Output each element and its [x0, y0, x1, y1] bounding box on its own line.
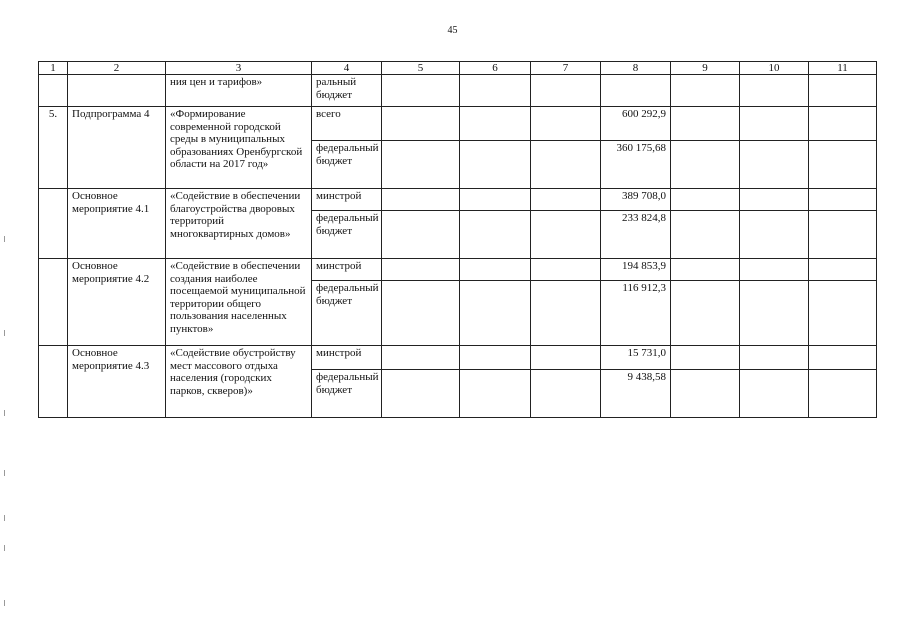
column-header-row — [39, 62, 877, 75]
row-number: 5. — [39, 107, 68, 189]
column-header: 9 — [671, 62, 740, 75]
column-header: 7 — [531, 62, 601, 75]
funding-value: 233 824,8 — [601, 211, 671, 259]
column-header: 3 — [166, 62, 312, 75]
measure-title: «Содействие в обеспечении благоустройства дворовых территорий многоквартирных домов» — [166, 189, 312, 259]
column-header: 2 — [68, 62, 166, 75]
column-header: 5 — [382, 62, 460, 75]
measure-title: «Содействие в обеспечении создания наиболее посещаемой муниципальной территории общего пользования населенных пунктов» — [166, 259, 312, 346]
funding-value: 116 912,3 — [601, 281, 671, 346]
budget-table — [38, 61, 877, 418]
measure-name: Основное мероприятие 4.2 — [68, 259, 166, 346]
measure-title: «Содействие обустройству мест массового отдыха населения (городских парков, скверов)» — [166, 346, 312, 418]
funding-value: 600 292,9 — [601, 107, 671, 141]
subprogram-name: Подпрограмма 4 — [68, 107, 166, 189]
funding-value: 9 438,58 — [601, 370, 671, 418]
page-number: 45 — [447, 25, 458, 36]
column-header: 1 — [39, 62, 68, 75]
funding-source: минстрой — [312, 259, 382, 281]
column-header: 8 — [601, 62, 671, 75]
funding-source: федеральный бюджет — [312, 141, 382, 189]
funding-source: всего — [312, 107, 382, 141]
column-header: 4 — [312, 62, 382, 75]
funding-value: 15 731,0 — [601, 346, 671, 370]
column-header: 6 — [460, 62, 531, 75]
measure-name: Основное мероприятие 4.3 — [68, 346, 166, 418]
funding-source: минстрой — [312, 189, 382, 211]
carry-over-source: ральный бюджет — [312, 75, 382, 107]
funding-source: федеральный бюджет — [312, 370, 382, 418]
table-row — [39, 346, 877, 370]
column-header: 10 — [740, 62, 809, 75]
measure-name: Основное мероприятие 4.1 — [68, 189, 166, 259]
funding-source: федеральный бюджет — [312, 281, 382, 346]
funding-value: 389 708,0 — [601, 189, 671, 211]
funding-source: федеральный бюджет — [312, 211, 382, 259]
funding-value: 194 853,9 — [601, 259, 671, 281]
table-row — [39, 189, 877, 211]
funding-source: минстрой — [312, 346, 382, 370]
table-row — [39, 259, 877, 281]
subprogram-title: «Формирование современной городской среды в муниципальных образованиях Оренбургской области на 2017 год» — [166, 107, 312, 189]
table-row — [39, 75, 877, 107]
column-header: 11 — [809, 62, 877, 75]
table-row — [39, 107, 877, 141]
funding-value: 360 175,68 — [601, 141, 671, 189]
carry-over-title: ния цен и тарифов» — [166, 75, 312, 107]
